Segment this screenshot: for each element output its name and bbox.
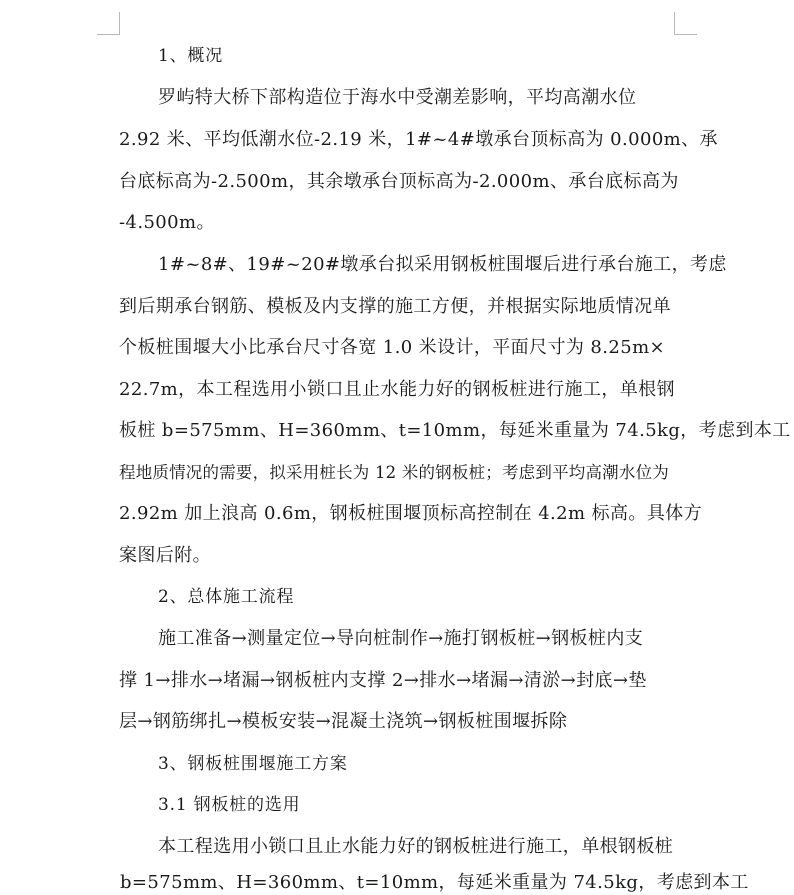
paragraph-line: 2.92 米、平均低潮水位-2.19 米，1#~4#墩承台顶标高为 0.000m、承	[119, 129, 718, 150]
cut-off-line-container	[120, 871, 749, 893]
paragraph-line-cut-off: b=575mm、H=360mm、t=10mm，每延米重量为 74.5kg，考虑到本工	[120, 872, 749, 893]
page-corner-mark-top-left	[97, 12, 120, 35]
paragraph-line: 台底标高为-2.500m，其余墩承台顶标高为-2.000m、承台底标高为	[119, 171, 679, 192]
paragraph-line: 撑 1→排水→堵漏→钢板桩内支撑 2→排水→堵漏→清淤→封底→垫	[119, 670, 647, 691]
paragraph-line: 1#~8#、19#~20#墩承台拟采用钢板桩围堰后进行承台施工，考虑	[158, 254, 727, 275]
section-heading-process: 2、总体施工流程	[158, 587, 295, 607]
paragraph-line: 程地质情况的需要，拟采用桩长为 12 米的钢板桩；考虑到平均高潮水位为	[119, 463, 669, 482]
paragraph-line: 案图后附。	[119, 545, 211, 566]
paragraph-line: 22.7m，本工程选用小锁口且止水能力好的钢板桩进行施工，单根钢	[119, 379, 675, 400]
section-heading-plan: 3、钢板桩围堰施工方案	[158, 754, 348, 774]
subsection-heading-selection: 3.1 钢板桩的选用	[158, 795, 301, 815]
paragraph-line: 板桩 b=575mm、H=360mm、t=10mm，每延米重量为 74.5kg，考虑到本工	[119, 420, 791, 441]
section-heading-overview: 1、概况	[158, 46, 224, 66]
paragraph-line: 施工准备→测量定位→导向桩制作→施打钢板桩→钢板桩内支	[158, 628, 644, 649]
paragraph-line: 罗屿特大桥下部构造位于海水中受潮差影响，平均高潮水位	[158, 87, 637, 108]
paragraph-line: 2.92m 加上浪高 0.6m，钢板桩围堰顶标高控制在 4.2m 标高。具体方	[119, 503, 703, 524]
page-corner-mark-top-right	[674, 12, 697, 35]
paragraph-line: -4.500m。	[119, 212, 215, 233]
paragraph-line: 层→钢筋绑扎→模板安装→混凝土浇筑→钢板桩围堰拆除	[119, 711, 568, 732]
paragraph-line: 个板桩围堰大小比承台尺寸各宽 1.0 米设计，平面尺寸为 8.25m×	[119, 337, 666, 358]
paragraph-line: 本工程选用小锁口且止水能力好的钢板桩进行施工，单根钢板桩	[158, 836, 674, 857]
paragraph-line: 到后期承台钢筋、模板及内支撑的施工方便，并根据实际地质情况单	[119, 296, 671, 317]
